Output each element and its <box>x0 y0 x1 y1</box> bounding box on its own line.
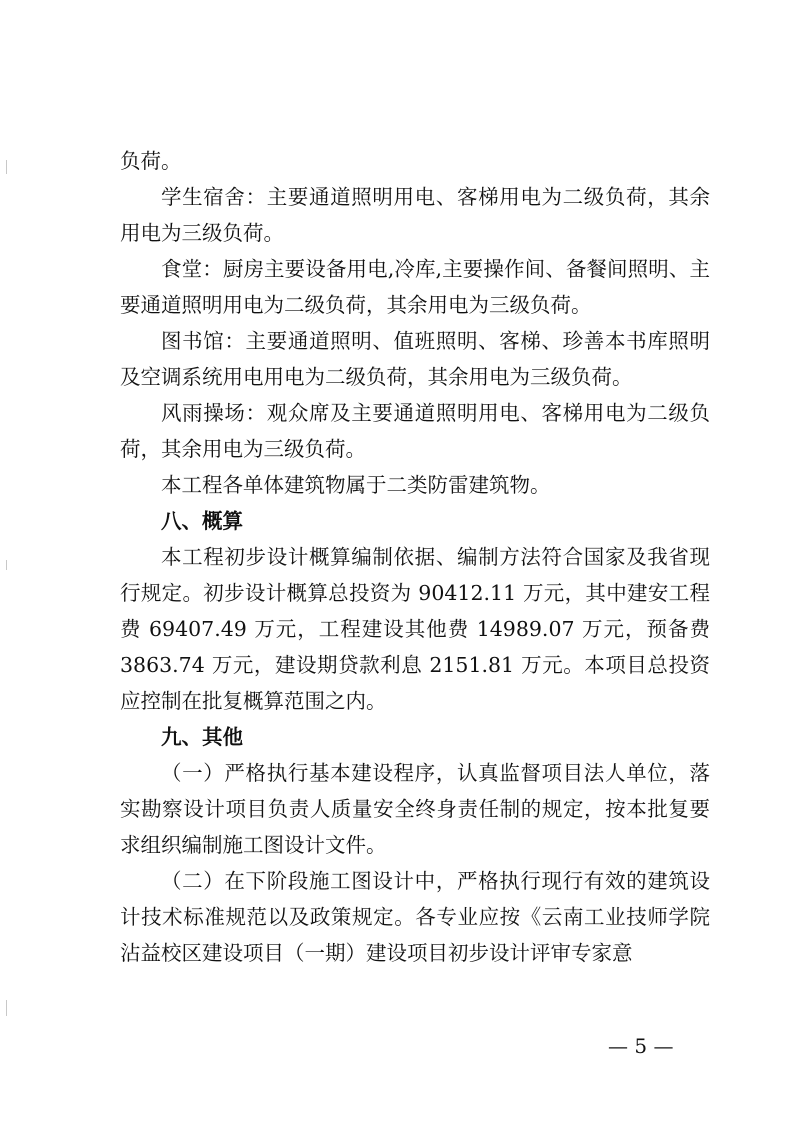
paragraph-canteen: 食堂：厨房主要设备用电,冷库,主要操作间、备餐间照明、主要通道照明用电为二级负荷，其余用电为三级负荷。 <box>120 257 710 317</box>
heading-budget: 八、概算 <box>161 509 243 533</box>
heading-other: 九、其他 <box>161 725 243 749</box>
paragraph-library: 图书馆：主要通道照明、值班照明、客梯、珍善本书库照明及空调系统用电用电为二级负荷，其余用电为三级负荷。 <box>120 329 710 389</box>
page-number: — 5 — <box>608 1034 674 1058</box>
paragraph-other-2: （二）在下阶段施工图设计中，严格执行现行有效的建筑设计技术标准规范以及政策规定。各专业应按《云南工业技师学院沾益校区建设项目（一期）建设项目初步设计评审专家意 <box>120 869 710 965</box>
document-body <box>120 143 710 971</box>
paragraph-budget: 本工程初步设计概算编制依据、编制方法符合国家及我省现行规定。初步设计概算总投资为 90412.11 万元，其中建安工程费 69407.49 万元，工程建设其他费 14989.07 万元，预备费 3863.74 万元，建设期贷款利息 2151.81 万元。本项目总投资应控制在批复概算范围之内。 <box>120 545 710 713</box>
paragraph-load-continuation: 负荷。 <box>120 149 182 173</box>
paragraph-dormitory: 学生宿舍：主要通道照明用电、客梯用电为二级负荷，其余用电为三级负荷。 <box>120 185 710 245</box>
scan-edge-mark <box>6 160 7 174</box>
paragraph-gymnasium: 风雨操场：观众席及主要通道照明用电、客梯用电为二级负荷，其余用电为三级负荷。 <box>120 401 710 461</box>
scan-edge-mark <box>6 560 7 570</box>
paragraph-other-1: （一）严格执行基本建设程序，认真监督项目法人单位，落实勘察设计项目负责人质量安全终身责任制的规定，按本批复要求组织编制施工图设计文件。 <box>120 761 710 857</box>
scan-edge-mark <box>6 1000 7 1016</box>
paragraph-lightning: 本工程各单体建筑物属于二类防雷建筑物。 <box>161 473 551 497</box>
